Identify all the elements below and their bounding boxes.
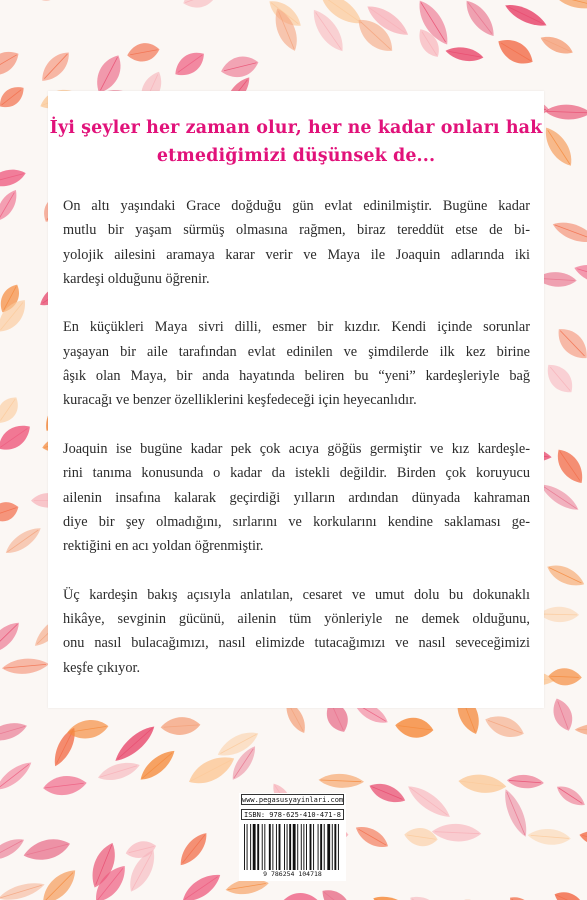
barcode-bar [284, 824, 285, 870]
leaf-shape [499, 787, 532, 840]
barcode-bars [244, 824, 341, 870]
leaf-shape [317, 884, 357, 900]
leaf-shape [553, 0, 587, 13]
leaf-shape [214, 726, 262, 762]
paragraph-line: keşfe çıkıyor. [63, 659, 141, 676]
leaf-shape [178, 868, 225, 900]
paragraph-line: yolojik ailesini aramaya karar verir ve Maya ile Joaquin adlarında iki [63, 246, 530, 263]
paragraph-1 [63, 194, 530, 291]
leaf-shape [404, 780, 454, 822]
leaf-shape [96, 758, 142, 785]
leaf-shape [538, 32, 575, 58]
barcode-bar [279, 824, 281, 870]
paragraph-line: rektiğini en acı yoldan öğrenmiştir. [63, 538, 264, 555]
barcode-bar [310, 824, 312, 870]
barcode-bar [301, 824, 302, 870]
leaf-shape [444, 45, 484, 64]
barcode-bar [269, 824, 271, 870]
barcode-bar [306, 824, 307, 870]
tagline [48, 114, 544, 170]
leaf-shape [219, 53, 261, 81]
paragraph-line: En küçükleri Maya sivri dilli, esmer bir kızdır. Kendi içinde sorunlar [63, 319, 530, 336]
leaf-shape [541, 359, 579, 399]
leaf-shape [527, 827, 571, 846]
leaf-shape [575, 723, 587, 736]
leaf-shape [37, 0, 71, 6]
leaf-shape [545, 104, 587, 120]
leaf-shape [550, 217, 587, 247]
leaf-shape [21, 835, 72, 865]
leaf-shape [482, 711, 527, 743]
tagline-line-2: etmediğimizi düşünsek de... [156, 146, 436, 166]
leaf-shape [126, 40, 162, 64]
paragraph-line: kardeşi olduğunu öğrenir. [63, 270, 210, 287]
leaf-shape [0, 617, 25, 659]
leaf-shape [0, 187, 22, 224]
barcode-bar [332, 824, 333, 870]
barcode-bar [253, 824, 256, 870]
barcode-bar [247, 824, 248, 870]
paragraph-line: Üç kardeşin bakış açısıyla anlatılan, cesaret ve umut dolu bu dokunaklı [63, 586, 530, 603]
leaf-shape [0, 719, 29, 746]
leaf-shape [0, 878, 46, 900]
leaf-shape [548, 668, 582, 686]
leaf-shape [539, 606, 579, 622]
leaf-shape [461, 0, 500, 41]
leaf-shape [0, 419, 35, 456]
leaf-shape [170, 46, 209, 81]
barcode-bar [272, 824, 273, 870]
paragraph-line: ailenin insafına kalarak geçirdiği yılların ardından dünyada kahraman [63, 489, 530, 506]
paragraph-line: âşık olan Maya, bir anda hayatında beliren bu “yeni” kardeşleriyle bağ [63, 368, 530, 385]
leaf-shape [507, 774, 545, 790]
leaf-shape [1, 657, 49, 676]
barcode-bar [327, 824, 330, 870]
barcode-bar [334, 824, 336, 870]
barcode-bar [276, 824, 277, 870]
paragraph-line: kuracağı ve benzer özelliklerini keşfedeceği için heyecanlıdır. [63, 392, 417, 409]
paragraph-line: yaşayan bir aile tarafından evlat edinilen ve şimdilerde ilk kez birine [63, 343, 530, 360]
paragraph-line: mutlu bir yaşam sürmüş olmasına rağmen, biraz tereddüt etse de bi- [63, 222, 530, 239]
tagline-line-1: İyi şeyler her zaman olur, her ne kadar onları hak [49, 118, 543, 138]
leaf-shape [405, 890, 450, 900]
barcode-bar [264, 824, 265, 870]
leaf-shape [0, 166, 28, 191]
paragraph-4 [63, 583, 530, 680]
leaf-shape [83, 0, 119, 1]
leaf-shape [572, 260, 587, 289]
leaf-shape [502, 0, 549, 31]
leaf-shape [431, 823, 481, 843]
leaf-shape [458, 894, 499, 900]
leaf-shape [180, 0, 222, 13]
leaf-shape [352, 821, 391, 852]
publisher-url: www.pegasusyayinlari.com [242, 796, 344, 804]
leaf-shape [175, 829, 212, 870]
barcode-bar [297, 824, 298, 870]
leaf-shape [0, 81, 29, 112]
leaf-shape [551, 887, 587, 900]
barcode-bar [250, 824, 251, 870]
leaf-shape [185, 750, 239, 791]
leaf-shape [36, 47, 74, 87]
leaf-shape [111, 721, 159, 766]
barcode-bar [320, 824, 322, 870]
barcode-bar [289, 824, 291, 870]
leaf-shape [127, 0, 162, 5]
leaf-shape [367, 779, 408, 808]
paragraph-line: rini tanıma konusunda o kadar da istekli değildir. Birden çok koruyucu [63, 465, 530, 482]
barcode-bar [257, 824, 259, 870]
leaf-shape [0, 498, 21, 525]
paragraph-3 [63, 437, 530, 558]
leaf-shape [37, 864, 82, 900]
barcode-bar [293, 824, 296, 870]
leaf-shape [2, 523, 45, 559]
paragraph-line: hikâye, sevginin gücünü, ailenin tüm yönleriyle ne demek olduğunu, [63, 611, 530, 628]
leaf-shape [0, 392, 24, 428]
synopsis [63, 194, 530, 704]
leaf-shape [457, 772, 507, 795]
barcode-bar [318, 824, 319, 870]
isbn-label: ISBN: 978-625-410-471-8 [241, 809, 344, 820]
leaf-shape [0, 45, 23, 82]
leaf-shape [551, 444, 587, 488]
leaf-shape [505, 892, 540, 900]
paragraph-line: Joaquin ise bugüne kadar pek çok acıya göğüs germiştir ve kız kardeşle- [63, 440, 530, 457]
leaf-shape [282, 892, 322, 900]
barcode-bar [324, 824, 325, 870]
barcode-block [239, 793, 346, 881]
leaf-shape [0, 757, 35, 794]
barcode-bar [262, 824, 263, 870]
paragraph-line: On altı yaşındaki Grace doğduğu gün evlat edinilmiştir. Bugüne kadar [63, 198, 530, 214]
barcode-digits: 9 786254 104718 [263, 870, 322, 878]
leaf-shape [318, 773, 364, 789]
back-cover-text-panel [48, 91, 544, 708]
leaf-shape [394, 715, 435, 740]
paragraph-line: onu nasıl bulacağımızı, nasıl elimizde tutacağımızı ve nasıl seveceğimizi [63, 635, 530, 652]
barcode-bar [287, 824, 288, 870]
leaf-shape [0, 834, 27, 865]
barcode-bar [244, 824, 245, 870]
barcode-bar [303, 824, 304, 870]
leaf-shape [578, 827, 587, 850]
leaf-shape [552, 322, 587, 365]
leaf-shape [136, 745, 179, 785]
leaf-shape [403, 826, 439, 849]
leaf-shape [539, 123, 578, 170]
paragraph-line: diye bir şey olmadığını, sırlarını ve korkularını kendine saklaması ge- [63, 513, 530, 530]
leaf-shape [544, 560, 587, 591]
leaf-shape [42, 774, 88, 798]
leaf-shape [549, 695, 577, 733]
leaf-shape [553, 782, 587, 811]
leaf-shape [160, 716, 201, 736]
paragraph-2 [63, 315, 530, 412]
barcode-bar [313, 824, 314, 870]
leaf-shape [493, 33, 537, 70]
barcode-bar [338, 824, 339, 870]
